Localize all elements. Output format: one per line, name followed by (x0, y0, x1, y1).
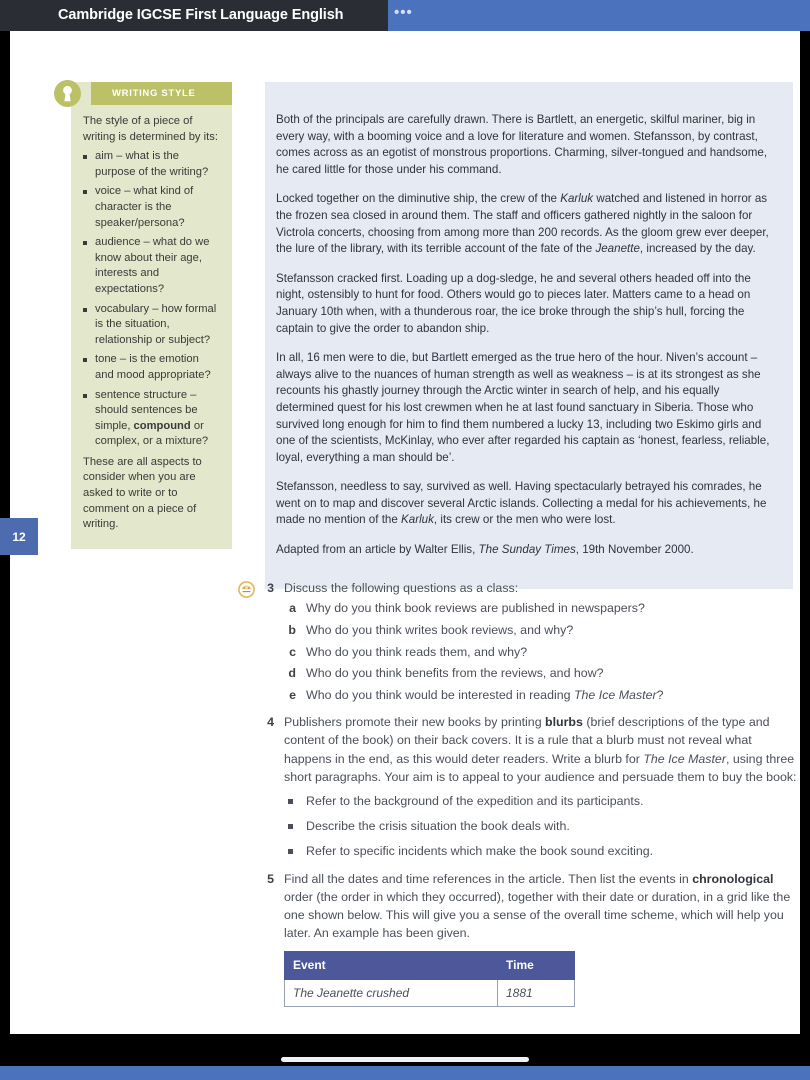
extract-paragraph: Both of the principals are carefully drawn. There is Bartlett, an energetic, skilful mariner, big in every way, with a booming voice and a love for literature and women. Stefansson, by contrast, comes across as an egotist of monstrous proportions. Charming, silver-tongued and handsome, he cared little for those under his command. (276, 113, 768, 176)
sub-letter: b (288, 622, 296, 637)
ship-name-jeanette: Jeanette (595, 242, 640, 256)
writing-style-header (91, 82, 232, 105)
exercises-section (239, 579, 799, 1009)
sub-question-text: Who do you think benefits from the reviews, and how? (306, 666, 604, 681)
sub-question-text: Who do you think writes book reviews, and why? (306, 622, 574, 637)
sub-question-text: Who do you think would be interested in reading (306, 688, 574, 703)
more-options-icon[interactable]: ••• (394, 4, 413, 21)
table-cell-event: The Jeanette crushed (285, 979, 498, 1006)
extract-paragraph: In all, 16 men were to die, but Bartlett emerged as the true hero of the hour. Niven’s account – always alive to the nuances of human strength as well as weakness – is at its strongest as she recounts his ghastly journey through the Arctic winter in search of help, and his equally determined quest for his lost crewmen when he at last found sanctuary in Siberia. Those who survived long enough for him to find them numbered a lucky 13, including two Eskimo girls and one of the scientists, McKinlay, who ever after regarded his captain as ‘honest, fearless, reliable, loyal, everything a man should be’. (276, 351, 770, 464)
bullet-item: Refer to the background of the expedition and its participants. (284, 792, 799, 810)
exercise-3-sublist (284, 599, 799, 704)
sub-question-text: ? (656, 688, 664, 703)
bullet-item: Refer to specific incidents which make the book sound exciting. (284, 842, 799, 860)
source-publication: The Sunday Times (478, 543, 576, 557)
sub-letter: d (288, 666, 296, 681)
ss-post: or complex, or a mixture? (95, 419, 209, 448)
source-text: Adapted from an article by Walter Ellis, (276, 543, 479, 557)
book-page (10, 31, 800, 1034)
extract-paragraph: Stefansson cracked first. Loading up a dog-sledge, he and several others headed off into the night, ostensibly to hunt for food. Others would go to pieces later. Matters came to a head on January 10th when, with a thunderous roar, the ice broke through the ship’s hull, forcing the captain to give the order to abandon ship. (276, 271, 751, 335)
sub-question (284, 664, 799, 682)
exercise-3-stem: Discuss the following questions as a class: (284, 581, 519, 595)
writing-style-intro: The style of a piece of writing is determined by its: (83, 115, 218, 143)
table-row (285, 979, 575, 1006)
stem-text: Publishers promote their new books by printing (284, 715, 546, 730)
discussion-icon (238, 581, 255, 598)
exercise-number: 5 (267, 871, 274, 886)
stem-keyword-blurbs: blurbs (545, 715, 583, 730)
sub-letter: e (289, 688, 296, 703)
table-header-time: Time (498, 952, 575, 979)
stem-text: Find all the dates and time references in the article. Then list the events in (284, 871, 693, 886)
sub-question-text: Why do you think book reviews are published in newspapers? (306, 601, 645, 616)
extract-text: Locked together on the diminutive ship, the crew of the (276, 192, 561, 206)
stem-text: order (the order in which they occurred), together with their date or duration, in a grid like the one shown below. This will give you a sense of the overall time scheme, which will help you later. An example has been given. (284, 889, 791, 941)
exercise-3 (239, 579, 799, 704)
ss-pre: sentence structure – should sentences be simple, (95, 388, 198, 432)
table-cell-time: 1881 (498, 979, 575, 1006)
keyhole-icon (54, 80, 81, 107)
writing-style-item: tone – is the emotion and mood appropriate? (83, 352, 220, 383)
extract-paragraph (276, 479, 775, 529)
writing-style-body (71, 105, 232, 549)
exercise-number: 3 (267, 581, 274, 595)
extract-text: , increased by the day. (639, 242, 756, 256)
exercise-4 (239, 713, 799, 860)
sub-letter: c (289, 644, 296, 659)
table-header-row (285, 952, 575, 979)
home-indicator[interactable] (281, 1057, 529, 1062)
ss-bold: compound (133, 419, 191, 432)
right-gutter (800, 31, 810, 1034)
exercise-5 (239, 870, 799, 1007)
exercise-4-stem (284, 713, 799, 786)
writing-style-item: voice – what kind of character is the speaker/persona? (83, 184, 220, 231)
extract-text: , its crew or the men who were lost. (433, 513, 616, 527)
writing-style-item: vocabulary – how formal is the situation, relationship or subject? (83, 302, 220, 349)
ship-name-karluk: Karluk (560, 192, 594, 206)
app-title: Cambridge IGCSE First Language English (58, 7, 344, 23)
book-title: The Ice Master (573, 688, 657, 703)
stem-text: , using three short paragraphs. Your aim is to appeal to your audience and persuade them to buy the book: (284, 751, 797, 784)
page-number-badge: 12 (0, 518, 38, 555)
extract-text: Stefansson, needless to say, survived as well. Having spectacularly betrayed his comrades, he went on to map and discover several Arctic islands. Collecting a medal for his achievements, he made no mention of the (276, 480, 767, 527)
writing-style-item-sentence-structure (83, 388, 220, 450)
bottom-accent-strip (0, 1066, 810, 1080)
writing-style-outro: These are all aspects to consider when you are asked to write or to comment on a piece of writing. (83, 455, 202, 531)
exercise-number: 4 (267, 715, 274, 730)
sub-question-text: Who do you think reads them, and why? (306, 644, 528, 659)
extract-text: watched and listened in horror as the frozen sea closed in around them. The staff and officers gathered nightly in the saloon for Victrola concerts, choosing from among more than 200 records. As the gloom grew ever deeper, the lure of the library, with its terrible account of the fate of the (276, 192, 769, 256)
app-topbar (0, 0, 810, 31)
exercise-4-bullets (284, 792, 799, 861)
sub-letter: a (289, 601, 296, 616)
writing-style-panel (71, 82, 232, 549)
writing-style-item: audience – what do we know about their age, interests and expectations? (83, 235, 220, 297)
book-title: The Ice Master (643, 751, 726, 766)
stem-text: (brief descriptions of the type and content of the book) on their back covers. It is a rule that a blurb must not reveal what happens in the end, as this would deter readers. Write a blurb for (284, 715, 770, 766)
sub-question (284, 621, 799, 639)
table-header-event: Event (285, 952, 498, 979)
events-time-table (284, 951, 575, 1006)
stem-keyword-chronological: chronological (692, 871, 774, 886)
exercise-5-stem (284, 870, 799, 943)
sub-question (284, 643, 799, 661)
bullet-item: Describe the crisis situation the book deals with. (284, 817, 799, 835)
passage-extract (265, 82, 793, 589)
extract-source (276, 542, 775, 559)
sub-question (284, 599, 799, 617)
ship-name-karluk: Karluk (401, 513, 434, 527)
writing-style-list (83, 149, 220, 450)
writing-style-header-label: WRITING STYLE (112, 88, 196, 99)
sub-question (284, 686, 799, 704)
writing-style-item: aim – what is the purpose of the writing? (83, 149, 220, 180)
extract-paragraph (276, 191, 775, 257)
source-text: , 19th November 2000. (575, 543, 694, 557)
